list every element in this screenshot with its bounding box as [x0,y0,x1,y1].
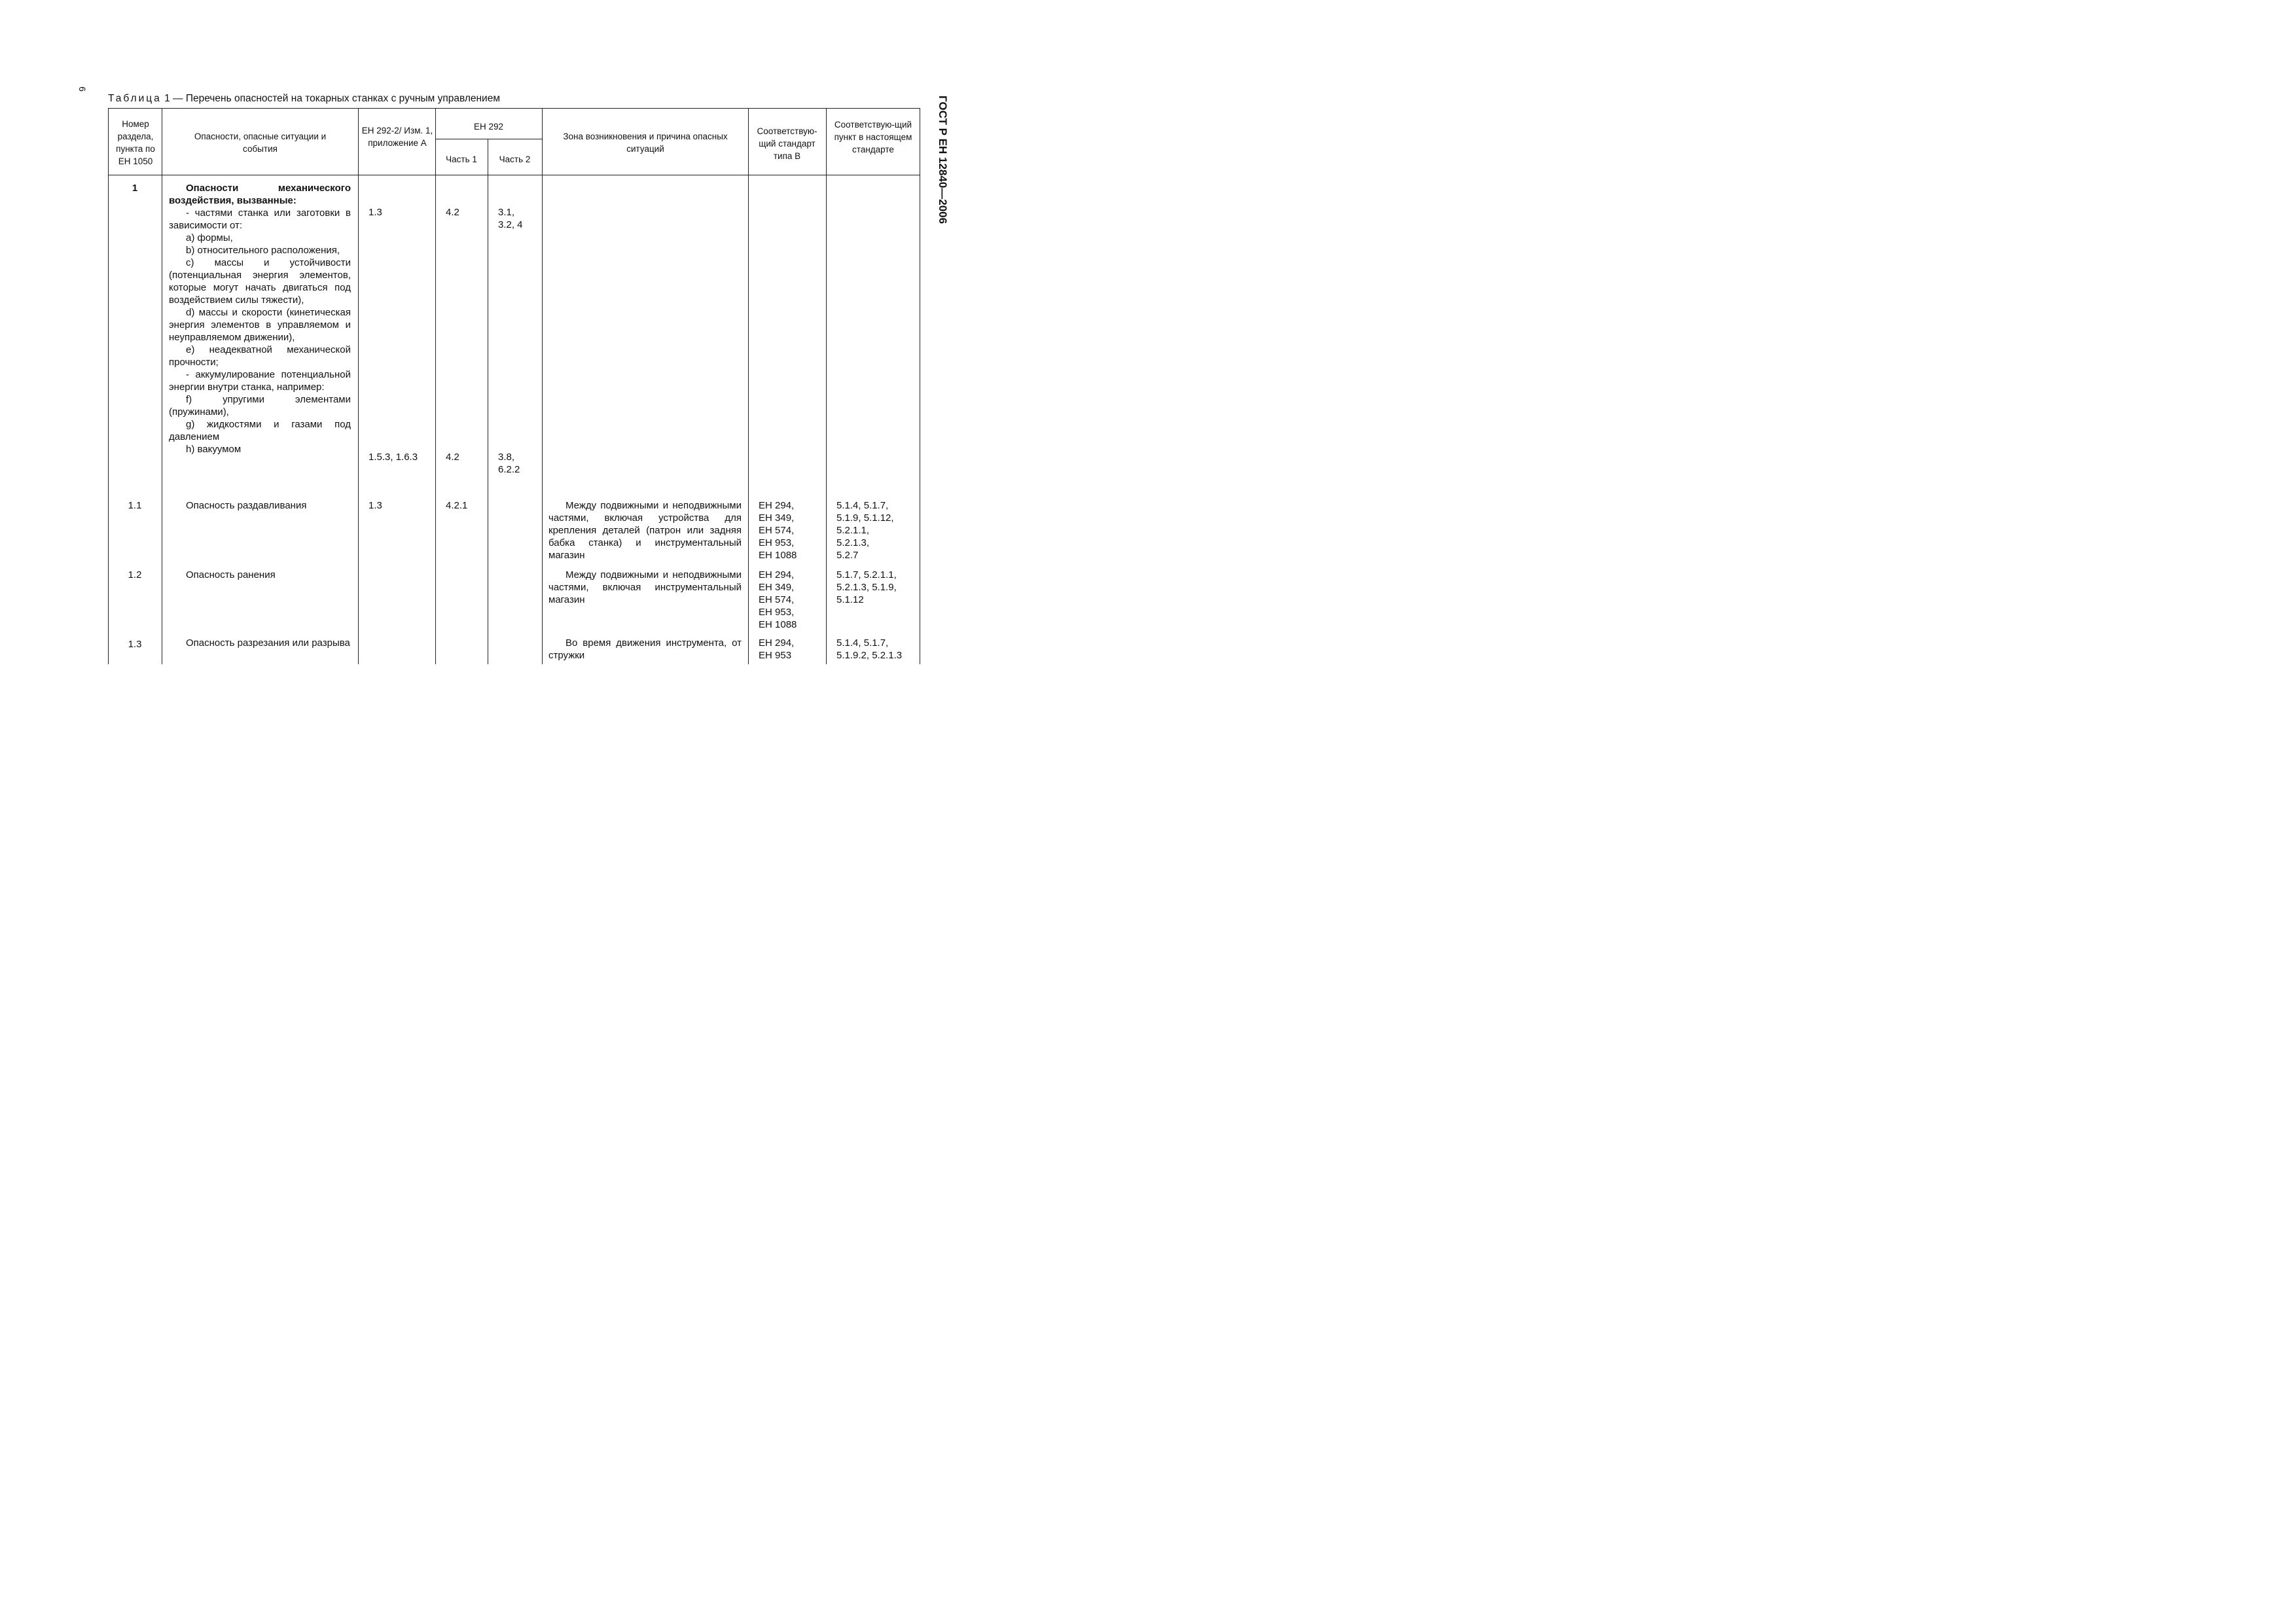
header-section-number: Номер раздела, пункта по ЕН 1050 [116,119,155,166]
row1-part1-b: 4.2 [446,452,459,463]
clause-ref: 5.2.7 [836,550,859,561]
clause-ref: 5.1.7, 5.2.1.1, [836,569,897,580]
row12-standards [759,569,824,631]
row1-en292-2-b: 1.5.3, 1.6.3 [368,452,418,463]
standard-ref: ЕН 953 [759,650,792,661]
row11-number: 1.1 [128,500,142,511]
clause-ref: 5.1.9, 5.1.12, [836,512,894,524]
row11-hazard: Опасность раздавливания [186,500,307,511]
standard-ref: ЕН 349, [759,512,795,524]
header-type-b-standard: Соответствую-щий стандарт типа В [757,126,817,161]
row1-part1-a: 4.2 [446,207,459,218]
header-en292: ЕН 292 [473,122,504,132]
row11-part1: 4.2.1 [446,500,468,511]
row1-item: - частями станка или заготовки в зависимости от: [169,207,351,231]
header-hazards: Опасности, опасные ситуации и события [194,132,327,154]
row1-item: - аккумулирование потенциальной энергии внутри станка, например: [169,369,351,393]
standard-ref: ЕН 953, [759,537,795,548]
row1-en292-2-a: 1.3 [368,207,382,218]
row13-zone: Во время движения инструмента, от стружки [548,637,742,661]
row12-zone: Между подвижными и неподвижными частями, включая инструментальный магазин [548,569,742,605]
row1-item: f) упругими элементами (пружинами), [169,394,351,418]
standard-ref: ЕН 574, [759,525,795,536]
standard-ref: ЕН 294, [759,569,795,580]
clause-ref: 5.2.1.3, [836,537,870,548]
clause-ref: 5.1.12 [836,594,864,605]
row1-number: 1 [132,183,138,194]
header-part1: Часть 1 [446,154,477,164]
standard-ref: ЕН 953, [759,607,795,618]
standard-ref: ЕН 574, [759,594,795,605]
row1-item: b) относительного расположения, [186,245,340,256]
row11-en292-2: 1.3 [368,500,382,511]
clause-ref: 5.1.4, 5.1.7, [836,637,889,649]
standard-designation: ГОСТ Р ЕН 12840—2006 [937,96,949,224]
row1-item: e) неадекватной механической прочности; [169,344,351,368]
clause-ref: 5.2.1.1, [836,525,870,536]
row12-hazard: Опасность ранения [186,569,276,580]
row11-zone: Между подвижными и неподвижными частями, включая устройства для крепления деталей (патрон или задняя бабка станка) и инструментальный магазин [548,500,742,561]
row1-hazard-text [169,182,351,455]
table-caption [108,93,500,105]
standard-ref: ЕН 294, [759,637,795,649]
row12-clauses [836,569,918,606]
header-clause: Соответствую-щий пункт в настоящем стандарте [834,120,912,154]
standard-ref: ЕН 349, [759,582,795,593]
row11-standards [759,499,824,562]
hazard-table [108,108,920,664]
caption-text: 1 — Перечень опасностей на токарных станках с ручным управлением [161,93,500,104]
caption-prefix: Таблица [108,93,162,104]
standard-ref: ЕН 1088 [759,619,797,630]
clause-ref: 5.1.4, 5.1.7, [836,500,889,511]
row1-part2-a: 3.1, 3.2, 4 [498,207,523,230]
row1-title: Опасности механического воздействия, вызванные: [169,183,351,206]
header-zone: Зона возникновения и причина опасных ситуаций [563,132,728,154]
clause-ref: 5.2.1.3, 5.1.9, [836,582,897,593]
row1-part2-b: 3.8, 6.2.2 [498,452,520,475]
row13-hazard: Опасность разрезания или разрыва [186,637,350,649]
clause-ref: 5.1.9.2, 5.2.1.3 [836,650,903,661]
row1-item: a) формы, [186,232,233,243]
header-en292-2: ЕН 292-2/ Изм. 1, приложение А [361,126,433,148]
standard-ref: ЕН 294, [759,500,795,511]
header-part2: Часть 2 [499,154,531,164]
standard-ref: ЕН 1088 [759,550,797,561]
row1-item: d) массы и скорости (кинетическая энергия элементов в управляемом и неуправляемом движении), [169,307,351,343]
row12-number: 1.2 [128,569,142,580]
page-number: 6 [77,86,88,92]
row1-item: h) вакуумом [186,444,242,455]
row1-item: g) жидкостями и газами под давлением [169,419,351,442]
row13-number: 1.3 [128,639,142,650]
row13-clauses [836,637,918,662]
row13-standards [759,637,824,662]
row11-clauses [836,499,918,562]
row1-item: c) массы и устойчивости (потенциальная энергия элементов, которые могут начать двигаться под воздействием силы тяжести), [169,257,351,306]
